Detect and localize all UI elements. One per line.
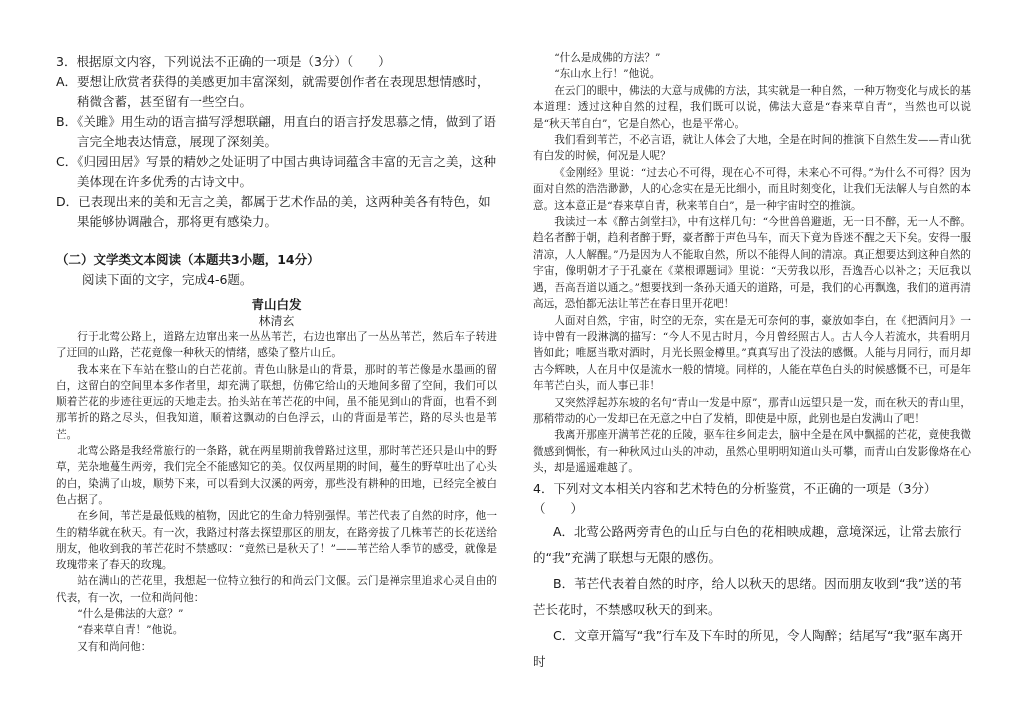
section-instruction: 阅读下面的文字，完成4-6题。 <box>82 272 253 287</box>
paragraph: 我们看到苇芒，不必言语，就让人体会了大地，全是在时间的推演下自然生发——青山犹有白发的时候，何况是人呢？ <box>533 134 971 163</box>
dialogue-line: “什么是佛法的大意？” <box>77 608 184 621</box>
paragraph: 人面对自然，宇宙，时空的无奈，实在是无可奈何的事，豪放如李白，在《把酒问月》一诗中曾有一段淋漓的描写：“今人不见古时月，今月曾经照古人。古人今人若流水，共看明月皆如此；唯愿当歌对酒时，月光长照金樽里。”真真写出了没法的感慨。人能与月同行，而月却古今辉映，人在月中仅是流水一般的情境。同样的，人能在草色白头的时候感慨不已，可是年年苇芒白头，而人事已非！ <box>533 314 971 393</box>
paragraph: 《金刚经》里说：“过去心不可得，现在心不可得，未来心不可得。”为什么不可得？因为面对自然的浩浩渺渺，人的心念实在是无比细小，而且时刻变化，让我们无法解人与自然的本意。这本意正是“春来草自青，秋来苇自白”，是一种宇宙时空的推演。 <box>533 166 971 212</box>
paragraph: 我离开那座开满苇芒花的丘陵，驱车往乡间走去，脑中全是在风中飘摇的芒花，竟使我微微感到惆怅，有一种秋风过山头的冲动，虽然心里明明知道山头可攀，而青山白发影像烙在心头，却是遥遥难越了。 <box>533 429 971 475</box>
dialogue-line: “什么是成佛的方法？” <box>554 52 661 64</box>
dialogue-line: “东山水上行！”他说。 <box>554 68 661 81</box>
question-3-option-c[interactable]: C．《归园田居》写景的精妙之处证明了中国古典诗词蕴含丰富的无言之美，这种美体现在许多优秀的古诗文中。 <box>56 154 496 189</box>
question-3-option-a[interactable]: A．要想让欣赏者获得的美感更加丰富深刻，就需要创作者在表现思想情感时，稍微含蓄，甚至留有一些空白。 <box>56 74 490 109</box>
paragraph: 在云门的眼中，佛法的大意与成佛的方法，其实就是一种自然，一种万物变化与成长的基本道理：透过这种自然的过程，我们既可以说，佛法大意是“春来草自青”，当然也可以说是“秋天苇自白”，它是自然心，也是平常心。 <box>533 84 971 130</box>
paragraph: 北莺公路是我经常旅行的一条路，就在两星期前我曾路过这里，那时苇芒还只是山中的野草，芜杂地蔓生两旁，我们完全不能感知它的美。仅仅两星期的时间，蔓生的野草吐出了心头的白，染满了山坡，顺势下来，可以看到大汉溪的两旁，那些没有耕种的田地，已经完全被白色占据了。 <box>56 445 497 506</box>
paragraph: 我本来在下车站在整山的白芒花前。青色山脉是山的背景，那时的苇芒像是水墨画的留白，这留白的空间里本多作者里，却充满了联想，仿佛它给山的天地间多留了空间，我们可以顺着芒花的步迹往更远的天地走去。抬头站在苇芒花的中间，虽不能见到山的背面，也看不到那苇折的路之尽头，但我知道，顺着这飘动的白色浮云，山的背面是苇芒，路的尽头也是苇芒。 <box>56 363 497 441</box>
dialogue-line: 又有和尚问他： <box>77 640 152 653</box>
question-3-stem: 3．根据原文内容，下列说法不正确的一项是（3分）（ ） <box>56 54 391 69</box>
question-4 <box>533 479 971 675</box>
question-3-option-d[interactable]: D．已表现出来的美和无言之美，都属于艺术作品的美，这两种美各有特色，如果能够协调融合，那将更有感染力。 <box>56 194 491 229</box>
paragraph: 又突然浮起苏东坡的名句“青山一发是中原”，那青山远望只是一发，而在秋天的青山里，那稍带动的心一发却已在无意之中白了发梢，即使是中原，此别也是白发满山了吧！ <box>533 396 971 425</box>
question-4-option-b[interactable]: B．苇芒代表着自然的时序，给人以秋天的思绪。因而朋友收到“我”送的苇芒长花时，不禁感叹秋天的到来。 <box>533 575 963 617</box>
dialogue-line: “春来草自青！”他说。 <box>77 624 184 637</box>
paragraph: 我读过一本《醉古剑堂扫》，中有这样几句：“今世兽兽避逝，无一日不醉，无一人不醉。趋名者醉于朝，趋利者醉于野，豪者醉于声色马车，而天下竟为昏迷不醒之天下矣。安得一服清凉，人人解醒。”乃是因为人不能取自然，所以不能得人间的清凉。真正想要达到这种自然的宇宙，像明朝才子于孔豪在《菜根谭题词》里说：“天劳我以形，吾逸吾心以补之；天厄我以遇，吾高吾道以通之。”想要找到一条孙天通天的道路，可是，我们的心再飘逸，我们的道再清高远，恐怕都无法让苇芒在春日里开花吧！ <box>533 216 971 311</box>
article-body-right <box>533 50 971 477</box>
article-title: 青山白发 <box>251 297 302 312</box>
left-column <box>56 52 497 655</box>
section-heading: （二）文学类文本阅读（本题共3小题，14分） <box>56 252 320 267</box>
question-4-option-a[interactable]: A．北莺公路两旁青色的山丘与白色的花相映成趣，意境深远，让常去旅行的“我”充满了联想与无限的感伤。 <box>533 523 962 565</box>
right-column <box>533 50 971 675</box>
paragraph: 在乡间，苇芒是最低贱的植物，因此它的生命力特别强悍。苇芒代表了自然的时序，他一生的精华就在秋天。有一次，我路过村落去探望那区的朋友，在路旁拔了几株苇芒的长花送给朋友，他收到我的苇芒花时不禁感叹：“竟然已是秋天了！”——苇芒给人季节的感受，就像是玫瑰带来了春天的玫瑰。 <box>56 510 497 572</box>
paragraph: 站在满山的芒花里，我想起一位特立独行的和尚云门文偃。云门是禅宗里追求心灵自由的代表，有一次，一位和尚问他： <box>56 575 497 604</box>
article-body-left <box>56 329 497 655</box>
paragraph: 行于北莺公路上，道路左边窜出来一丛丛苇芒，右边也窜出了一丛丛苇芒，然后车子转进了迂回的山路，芒花竟像一种秋天的情绪，感染了整片山丘。 <box>56 331 497 360</box>
question-4-option-c[interactable]: C．文章开篇写“我”行车及下车时的所见，令人陶醉；结尾写“我”驱车离开时 <box>533 627 963 669</box>
question-3-option-b[interactable]: B．《关雎》用生动的语言描写浮想联翩，用直白的语言抒发思慕之情，做到了语言完全地表达情意，展现了深刻美。 <box>56 114 496 149</box>
article-author: 林清玄 <box>258 314 295 328</box>
question-4-stem: 4．下列对文本相关内容和艺术特色的分析鉴赏，不正确的一项是（3分）（ ） <box>533 480 937 516</box>
question-3 <box>56 52 497 232</box>
